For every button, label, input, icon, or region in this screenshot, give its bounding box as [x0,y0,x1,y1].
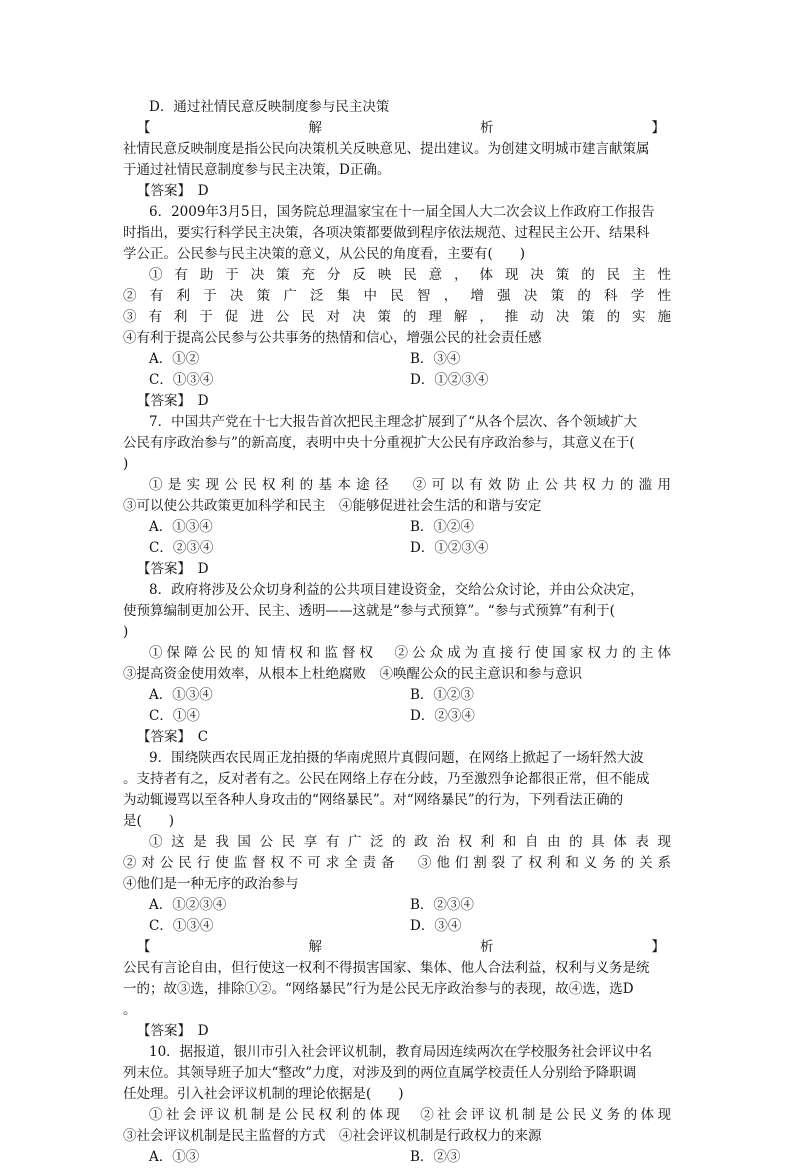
q9-analysis-heading [123,937,671,958]
option-d: D．①②③④ [410,372,489,388]
q6-statement: ①有助于决策充分反映民意，体现决策的民主性 [149,267,671,283]
option-d: D．③④ [410,918,462,934]
q7-statement: ③可以使公共政策更加科学和民主 ④能够促进社会生活的和谐与安定 [123,498,542,514]
option-a: A．①② [149,351,200,367]
q7-stem-line: 公民有序政治参与”的新高度，表明中央十分重视扩大公民有序政治参与，其意义在于( [123,435,635,451]
q10-stem-line: 列末位。其领导班子加大“整改”力度，对涉及到的两位直属学校责任人分别给予降职调 [123,1065,637,1081]
q9-explanation-line: 。 [123,1002,137,1018]
option-c: C．①③④ [149,372,214,388]
q6-statement: ③有利于促进公民对决策的理解，推动决策的实施 [123,309,671,325]
analysis-char-2: 析 [480,120,494,136]
q7-statement: ①是实现公民权利的基本途径 ②可以有效防止公共权力的滥用 [149,477,671,493]
q6-stem-line: 6．2009年3月5日，国务院总理温家宝在十一届全国人大二次会议上作政府工作报告 [149,204,655,220]
q7-stem-line: 7．中国共产党在十七大报告首次把民主理念扩展到了“从各个层次、各个领域扩大 [149,414,637,430]
q7-answer: 【答案】 D [137,561,209,577]
q9-stem-line: 为动辄谩骂以至各种人身攻击的“网络暴民”。对“网络暴民”的行为，下列看法正确的 [123,792,624,808]
analysis-char-2: 析 [480,939,494,955]
q6-answer: 【答案】 D [137,393,209,409]
q8-stem-line: 8．政府将涉及公众切身利益的公共项目建设资金，交给公众讨论，并由公众决定， [149,582,644,598]
option-a: A．①②③④ [149,897,227,913]
option-c: C．①③④ [149,918,214,934]
q8-stem-line: 使预算编制更加公开、民主、透明——这就是“参与式预算”。“参与式预算”有利于( [123,603,615,619]
q6-statement: ②有利于决策广泛集中民智，增强决策的科学性 [123,288,671,304]
option-c: C．②③④ [149,540,214,556]
q6-statement: ④有利于提高公民参与公共事务的热情和信心，增强公民的社会责任感 [123,330,542,346]
document-content [123,97,671,1168]
q10-stem-line: 任处理。引入社会评议机制的理论依据是( ) [123,1086,404,1102]
q9-stem-line: 是( ) [123,813,175,829]
q9-stem-line: 。支持者有之，反对者有之。公民在网络上存在分歧，乃至激烈争论都很正常，但不能成 [123,771,650,787]
option-d: D．②③④ [410,708,475,724]
option-a: A．①③④ [149,519,213,535]
bracket-close: 】 [651,120,665,136]
q5-option-d: D．通过社情民意反映制度参与民主决策 [149,99,390,115]
bracket-open: 【 [137,939,151,955]
option-b: B．①②③ [410,687,474,703]
q8-answer: 【答案】 C [137,729,209,745]
bracket-open: 【 [137,120,151,136]
q6-options-row [123,349,671,370]
q6-options-row [123,370,671,391]
q5-explanation-line: 于通过社情民意制度参与民主决策，D正确。 [123,162,391,178]
option-b: B．②③④ [410,897,474,913]
q9-statement: ④他们是一种无序的政治参与 [123,876,299,892]
q10-statement: ①社会评议机制是公民权利的体现 ②社会评议机制是公民义务的体现 [149,1107,671,1123]
q10-options-row [123,1147,671,1168]
q5-analysis-heading [123,118,671,139]
q8-options-row [123,685,671,706]
q9-explanation-line: 公民有言论自由，但行使这一权利不得损害国家、集体、他人合法利益，权利与义务是统 [123,960,650,976]
q7-stem-line: ) [123,456,129,472]
analysis-char-1: 解 [308,120,322,136]
bracket-close: 】 [651,939,665,955]
option-b: B．③④ [410,351,461,367]
q8-statement: ①保障公民的知情权和监督权 ②公众成为直接行使国家权力的主体 [149,645,671,661]
q9-stem-line: 9．围绕陕西农民周正龙拍摄的华南虎照片真假问题，在网络上掀起了一场轩然大波 [149,750,644,766]
option-b: B．①②④ [410,519,474,535]
q8-stem-line: ) [123,624,129,640]
option-c: C．①④ [149,708,200,724]
q9-statement: ②对公民行使监督权不可求全责备 ③他们割裂了权利和义务的关系 [123,855,671,871]
q10-stem-line: 10．据报道，银川市引入社会评议机制，教育局因连续两次在学校服务社会评议中名 [149,1044,653,1060]
q9-answer: 【答案】 D [137,1023,209,1039]
q9-options-row [123,916,671,937]
q5-explanation-line: 社情民意反映制度是指公民向决策机关反映意见、提出建议。为创建文明城市建言献策属 [123,141,650,157]
q8-options-row [123,706,671,727]
q8-statement: ③提高资金使用效率，从根本上杜绝腐败 ④唤醒公众的民主意识和参与意识 [123,666,582,682]
q10-statement: ③社会评议机制是民主监督的方式 ④社会评议机制是行政权力的来源 [123,1128,542,1144]
q5-answer: 【答案】 D [137,183,209,199]
q7-options-row [123,517,671,538]
option-d: D．①②③④ [410,540,489,556]
analysis-char-1: 解 [308,939,322,955]
q6-stem-line: 时指出，要实行科学民主决策，各项决策都要做到程序依法规范、过程民主公开、结果科 [123,225,650,241]
option-b: B．②③ [410,1149,461,1165]
q7-options-row [123,538,671,559]
q6-stem-line: 学公正。公民参与民主决策的意义，从公民的角度看，主要有( ) [123,246,526,262]
option-a: A．①③ [149,1149,200,1165]
option-a: A．①③④ [149,687,213,703]
q9-statement: ①这是我国公民享有广泛的政治权利和自由的具体表现 [149,834,671,850]
q9-options-row [123,895,671,916]
q9-explanation-line: 一的；故③选，排除①②。“网络暴民”行为是公民无序政治参与的表现，故④选，选D [123,981,634,997]
